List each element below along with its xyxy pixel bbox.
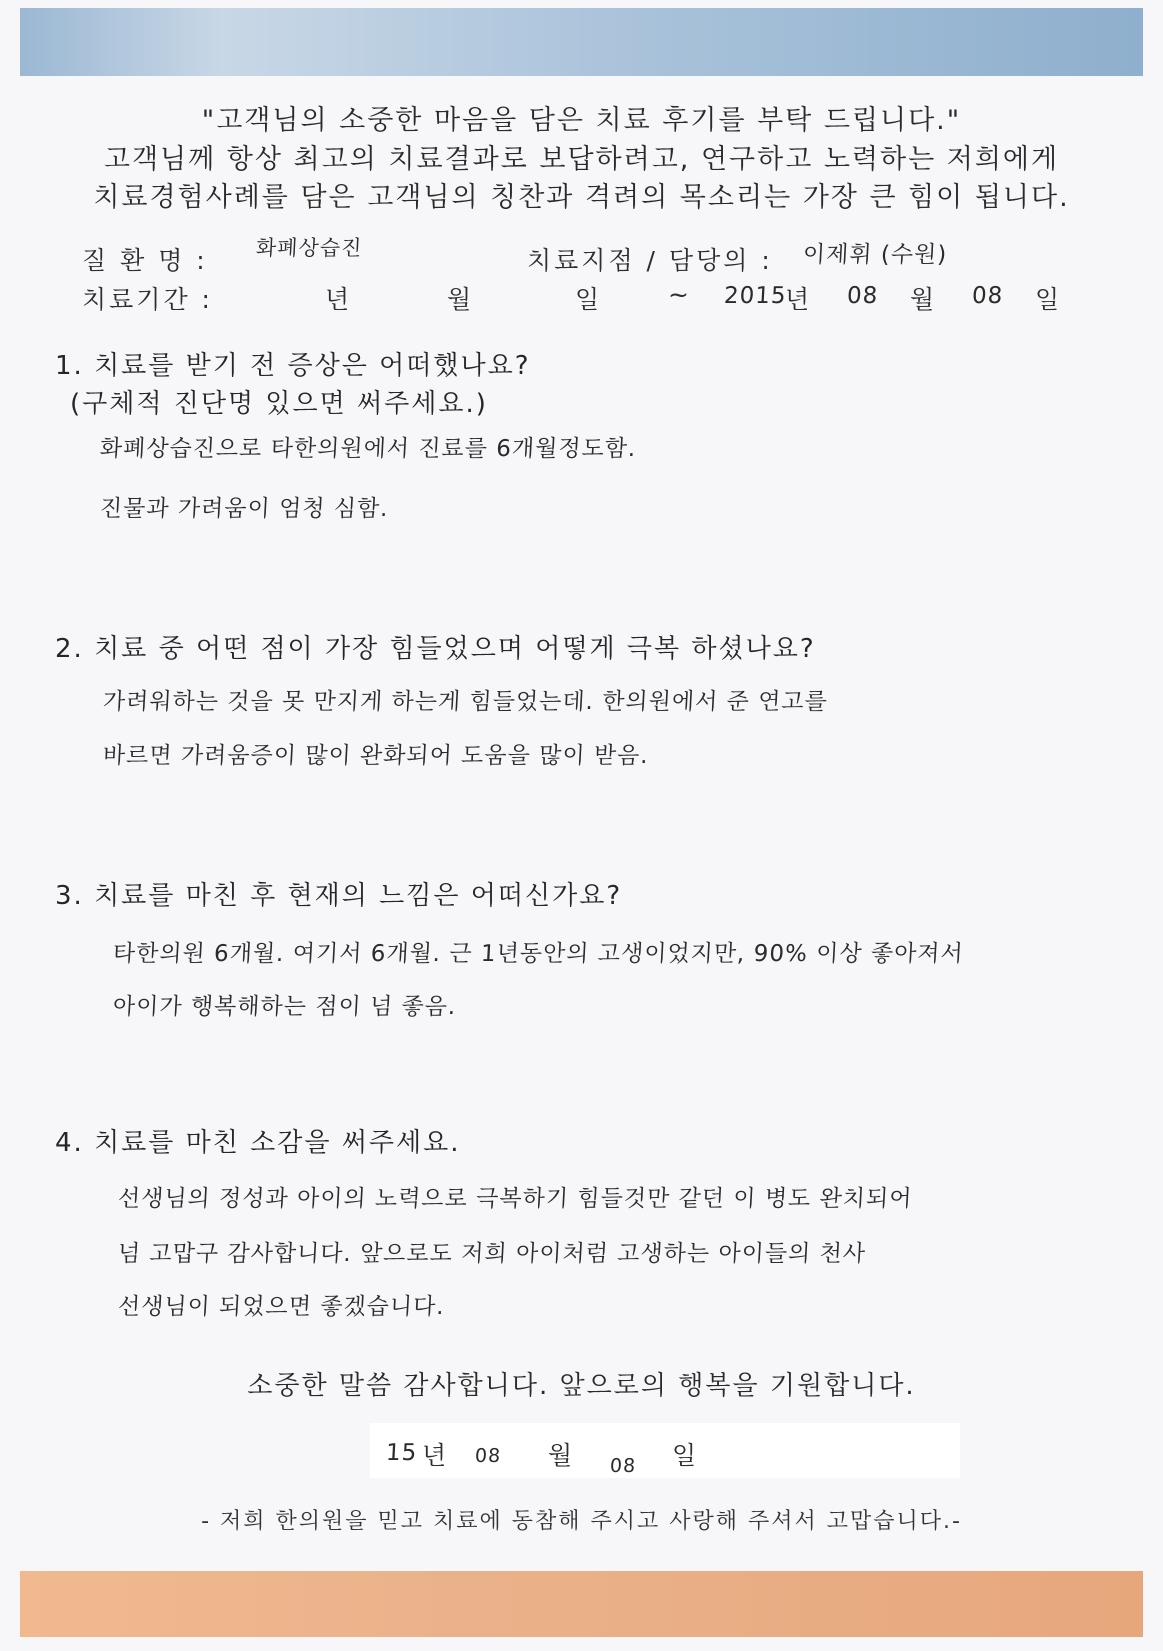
date-area (370, 1423, 960, 1478)
closing-message: 소중한 말씀 감사합니다. 앞으로의 행복을 기원합니다. (247, 1371, 916, 1401)
period-start-month-unit: 월 (447, 285, 474, 314)
question-3-title: 3. 치료를 마친 후 현재의 느낌은 어떠신가요? (55, 881, 623, 911)
answer-1-line-1: 화폐상습진으로 타한의원에서 진료를 6개월정도함. (99, 436, 638, 462)
date-month: 08 (474, 1445, 502, 1467)
date-day-unit: 일 (672, 1441, 699, 1470)
branch-label: 치료지점 / 담당의 : (527, 246, 773, 275)
question-4-title: 4. 치료를 마친 소감을 써주세요. (55, 1128, 461, 1158)
disease-label: 질 환 명 : (82, 246, 208, 275)
answer-2-line-1: 가려워하는 것을 못 만지게 하는게 힘들었는데. 한의원에서 준 연고를 (102, 689, 829, 715)
intro-line-1: "고객님의 소중한 마음을 담은 치료 후기를 부탁 드립니다." (201, 105, 962, 136)
answer-4-line-3: 선생님이 되었으면 좋겠습니다. (117, 1294, 446, 1320)
period-end-day: 08 (971, 283, 1004, 309)
footer-band (20, 1571, 1143, 1637)
intro-line-3: 치료경험사례를 담은 고객님의 칭찬과 격려의 목소리는 가장 큰 힘이 됩니다. (93, 182, 1070, 213)
period-start-year-unit: 년 (325, 285, 352, 314)
answer-3-line-2: 아이가 행복해하는 점이 넘 좋음. (112, 994, 457, 1020)
answer-4-line-2: 넘 고맙구 감사합니다. 앞으로도 저희 아이처럼 고생하는 아이들의 천사 (117, 1241, 867, 1267)
disease-value: 화폐상습진 (255, 236, 364, 260)
period-end-year: 2015 (723, 283, 788, 309)
period-end-year-unit: 년 (785, 285, 812, 314)
footer-note: - 저희 한의원을 믿고 치료에 동참해 주시고 사랑해 주셔서 고맙습니다.- (201, 1509, 962, 1534)
intro-line-2: 고객님께 항상 최고의 치료결과로 보답하려고, 연구하고 노력하는 저희에게 (103, 144, 1060, 175)
period-end-day-unit: 일 (1035, 285, 1062, 314)
answer-2-line-2: 바르면 가려움증이 많이 완화되어 도움을 많이 받음. (102, 743, 650, 769)
period-label: 치료기간 : (82, 285, 213, 314)
answer-3-line-1: 타한의원 6개월. 여기서 6개월. 근 1년동안의 고생이었지만, 90% 이상 좋아져서 (112, 941, 965, 967)
header-band (20, 8, 1143, 76)
date-month-unit: 월 (548, 1441, 575, 1470)
period-end-month: 08 (846, 283, 879, 309)
period-tilde: ~ (668, 280, 691, 309)
date-day: 08 (609, 1455, 637, 1477)
question-2-title: 2. 치료 중 어떤 점이 가장 힘들었으며 어떻게 극복 하셨나요? (55, 634, 816, 664)
date-year-unit: 년 (422, 1441, 449, 1470)
question-1-title: 1. 치료를 받기 전 증상은 어떠했나요? (55, 351, 531, 381)
date-year: 15 (385, 1440, 418, 1466)
answer-4-line-1: 선생님의 정성과 아이의 노력으로 극복하기 힘들것만 같던 이 병도 완치되어 (117, 1186, 914, 1212)
period-start-day-unit: 일 (575, 285, 602, 314)
period-end-month-unit: 월 (910, 285, 937, 314)
answer-1-line-2: 진물과 가려움이 엄청 심함. (99, 496, 390, 522)
branch-value: 이제휘 (수원) (802, 242, 948, 268)
question-1-subtitle: (구체적 진단명 있으면 써주세요.) (70, 389, 488, 419)
